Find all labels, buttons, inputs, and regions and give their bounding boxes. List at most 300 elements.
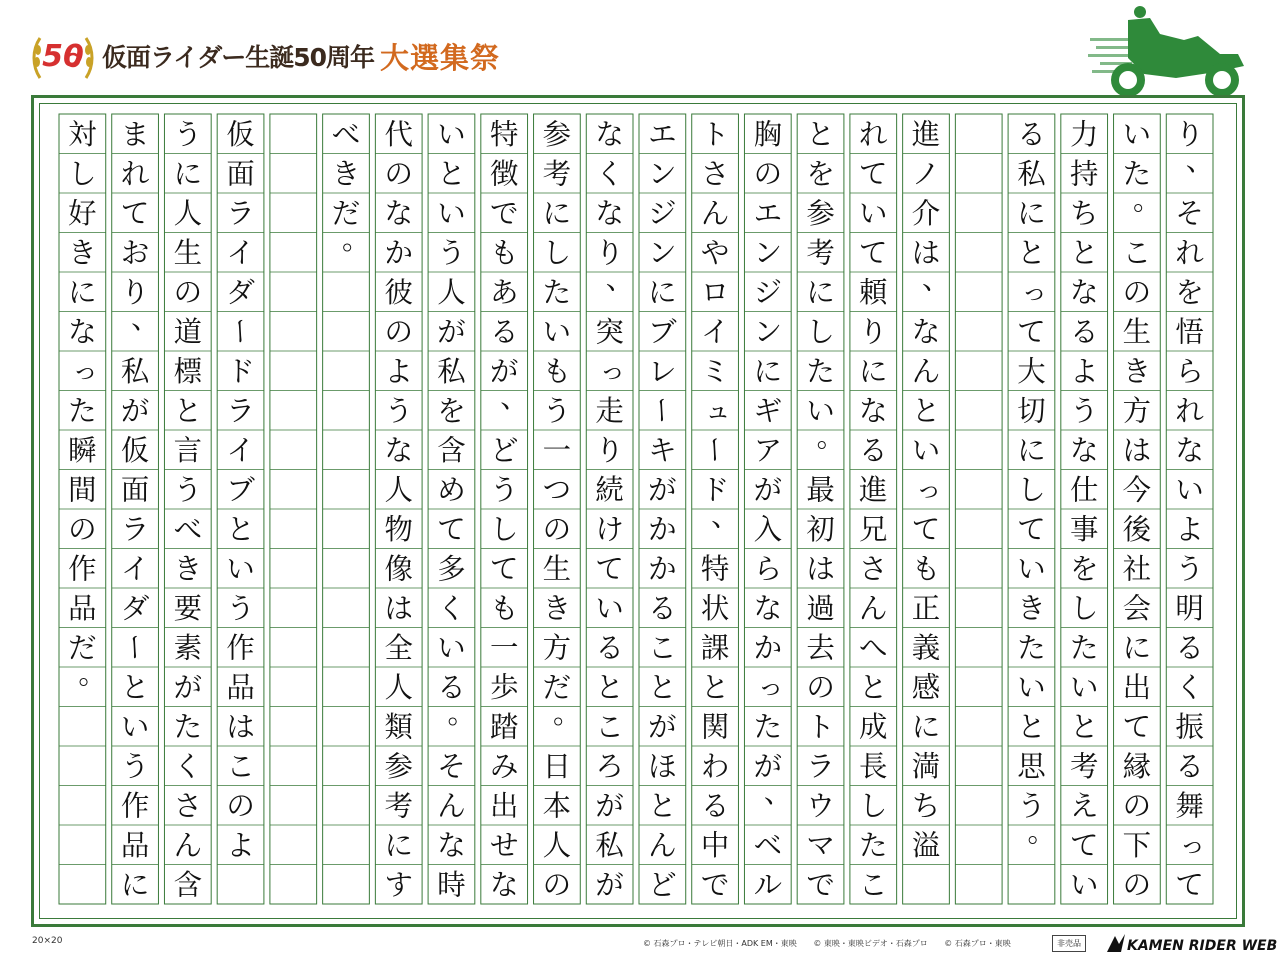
manuscript-char: し	[859, 789, 888, 823]
manuscript-char: に	[1017, 433, 1046, 467]
manuscript-char: と	[1017, 236, 1046, 270]
manuscript-char: に	[542, 196, 572, 230]
manuscript-char: 頼	[859, 275, 888, 309]
manuscript-char: こ	[595, 710, 624, 744]
manuscript-char: へ	[859, 631, 888, 665]
manuscript-char: 続	[595, 473, 624, 507]
manuscript-char: が	[648, 710, 677, 744]
manuscript-char: で	[700, 868, 730, 902]
manuscript-char: い	[1175, 473, 1204, 507]
manuscript-char: 長	[859, 749, 888, 783]
manuscript-char: ど	[489, 433, 519, 467]
manuscript-char: ん	[911, 354, 941, 388]
manuscript-char: き	[331, 157, 361, 191]
manuscript-char: り	[1175, 117, 1204, 151]
manuscript-char: っ	[72, 356, 98, 387]
manuscript-char: な	[911, 315, 941, 349]
manuscript-char: 思	[1017, 749, 1046, 783]
manuscript-char: た	[1069, 631, 1099, 665]
manuscript-char: 入	[753, 512, 783, 546]
manuscript-char: エ	[648, 117, 677, 151]
manuscript-char: で	[489, 196, 519, 230]
manuscript-char: 含	[437, 433, 466, 467]
manuscript-char: て	[1122, 710, 1152, 744]
manuscript-char: よ	[384, 354, 413, 388]
manuscript-char: に	[648, 275, 677, 309]
manuscript-char: ま	[120, 117, 150, 151]
manuscript-char: 過	[806, 591, 835, 625]
manuscript-char: も	[489, 236, 519, 270]
manuscript-char: て	[595, 552, 624, 586]
manuscript-char: 、	[131, 302, 160, 336]
manuscript-char: は	[911, 236, 941, 270]
manuscript-char: 、	[1185, 144, 1215, 178]
manuscript-char: 全	[384, 631, 413, 665]
manuscript-char: 作	[68, 552, 97, 586]
manuscript-char: 切	[1017, 394, 1046, 428]
manuscript-char: 成	[859, 710, 888, 744]
manuscript-char: し	[1069, 591, 1099, 625]
manuscript-char: う	[542, 394, 572, 428]
manuscript-char: 人	[542, 828, 572, 862]
manuscript-char: 対	[68, 117, 97, 151]
manuscript-char: に	[806, 275, 835, 309]
manuscript-char: な	[1069, 275, 1099, 309]
manuscript-column	[270, 114, 317, 904]
manuscript-char: ち	[911, 789, 941, 823]
manuscript-char: ち	[1069, 196, 1099, 230]
manuscript-char: こ	[1122, 236, 1152, 270]
manuscript-char: と	[1017, 710, 1046, 744]
manuscript-column	[112, 114, 160, 904]
manuscript-char: っ	[1179, 830, 1206, 861]
manuscript-char: る	[595, 631, 624, 665]
manuscript-char: な	[384, 196, 413, 230]
credit-2: © 東映・東映ビデオ・石森プロ	[813, 939, 928, 948]
manuscript-char: 人	[173, 196, 203, 230]
manuscript-char: 仮	[226, 117, 255, 151]
manuscript-char: 面	[120, 473, 150, 507]
manuscript-char: っ	[757, 672, 784, 703]
kamen-rider-web-logo-icon	[1105, 930, 1278, 956]
manuscript-char: ト	[806, 710, 835, 744]
manuscript-column	[428, 114, 476, 904]
manuscript-char: る	[1069, 315, 1099, 349]
manuscript-char: と	[806, 117, 835, 151]
badge-number: 50	[42, 39, 84, 74]
manuscript-char: い	[437, 117, 466, 151]
manuscript-char: よ	[1175, 512, 1204, 546]
manuscript-char: に	[384, 828, 413, 862]
manuscript-char: 。	[78, 657, 107, 691]
manuscript-char: 明	[1175, 591, 1204, 625]
manuscript-char: の	[542, 512, 572, 546]
manuscript-char: ロ	[700, 275, 730, 309]
manuscript-char: 感	[911, 670, 941, 704]
manuscript-char: ブ	[648, 315, 677, 349]
manuscript-char: か	[753, 631, 783, 665]
manuscript-char: く	[1175, 670, 1204, 704]
manuscript-column	[323, 114, 371, 904]
manuscript-char: 品	[120, 828, 150, 862]
manuscript-char: 品	[226, 670, 255, 704]
manuscript-char: き	[68, 236, 97, 270]
manuscript-char: が	[595, 868, 624, 902]
manuscript-char: 方	[542, 631, 572, 665]
manuscript-char: 私	[120, 354, 150, 388]
motorcycle-rider-icon	[1088, 6, 1258, 100]
manuscript-char: ん	[437, 789, 466, 823]
manuscript-char: な	[1069, 433, 1099, 467]
manuscript-char: に	[911, 710, 941, 744]
anniversary-50-logo-icon	[30, 22, 96, 88]
manuscript-char: な	[68, 315, 97, 349]
manuscript-char: イ	[120, 552, 150, 586]
manuscript-char: し	[542, 236, 572, 270]
manuscript-char: っ	[599, 356, 626, 387]
manuscript-char: い	[1069, 868, 1099, 902]
manuscript-char: て	[1069, 828, 1099, 862]
manuscript-char: 初	[806, 512, 835, 546]
manuscript-char: 生	[542, 552, 572, 586]
manuscript-char: も	[911, 552, 941, 586]
manuscript-char: り	[595, 433, 624, 467]
manuscript-char: が	[120, 394, 150, 428]
manuscript-char: な	[384, 433, 413, 467]
manuscript-char: わ	[700, 749, 730, 783]
manuscript-char: ん	[700, 196, 730, 230]
manuscript-char: ど	[648, 868, 677, 902]
manuscript-char: と	[859, 670, 888, 704]
manuscript-char: を	[1069, 552, 1099, 586]
manuscript-char: ダ	[120, 591, 150, 625]
manuscript-char: は	[1122, 433, 1152, 467]
manuscript-char: る	[1017, 117, 1046, 151]
manuscript-char: 日	[542, 749, 572, 783]
manuscript-char: だ	[68, 631, 97, 665]
manuscript-char: た	[753, 710, 783, 744]
manuscript-column	[797, 114, 845, 904]
manuscript-char: 胸	[753, 117, 783, 151]
copyright-credits	[643, 938, 1025, 949]
manuscript-char: め	[437, 473, 466, 507]
manuscript-char: 歩	[489, 670, 519, 704]
manuscript-char: 考	[384, 789, 413, 823]
manuscript-char: 、	[605, 262, 635, 296]
manuscript-char: ミ	[700, 354, 730, 388]
manuscript-char: 会	[1122, 591, 1152, 625]
manuscript-char: 課	[700, 631, 730, 665]
manuscript-char: る	[648, 591, 677, 625]
manuscript-char: な	[1175, 433, 1204, 467]
manuscript-column	[1166, 114, 1214, 904]
manuscript-char: に	[1122, 631, 1152, 665]
manuscript-char: が	[595, 789, 624, 823]
manuscript-char: 、	[711, 499, 740, 533]
manuscript-char: て	[1175, 868, 1204, 902]
manuscript-char: と	[226, 512, 255, 546]
manuscript-char: に	[173, 157, 203, 191]
manuscript-char: ド	[226, 354, 255, 388]
manuscript-char: け	[595, 512, 624, 546]
manuscript-char: 好	[68, 196, 97, 230]
manuscript-char: 満	[911, 749, 941, 783]
manuscript-column	[481, 114, 529, 904]
manuscript-char: 素	[173, 631, 203, 665]
manuscript-char: 大	[1017, 354, 1046, 388]
manuscript-char: る	[489, 315, 519, 349]
manuscript-char: ン	[753, 236, 783, 270]
manuscript-char: 溢	[911, 828, 941, 862]
manuscript-char: 仮	[120, 433, 150, 467]
site-logo-text: KAMEN RIDER WEB	[1127, 938, 1278, 954]
manuscript-char: れ	[859, 117, 888, 151]
manuscript-char: て	[489, 552, 519, 586]
manuscript-char: 進	[859, 473, 888, 507]
manuscript-char: ラ	[226, 196, 255, 230]
manuscript-char: 去	[806, 631, 835, 665]
page-title-accent: 大選集祭	[380, 41, 501, 75]
manuscript-char: い	[437, 196, 466, 230]
manuscript-char: ア	[753, 433, 783, 467]
manuscript-char: 悟	[1175, 315, 1204, 349]
manuscript-char: よ	[1069, 354, 1099, 388]
manuscript-char: れ	[1175, 236, 1204, 270]
manuscript-char: 面	[226, 157, 255, 191]
manuscript-char: ベ	[753, 828, 783, 862]
manuscript-char: す	[384, 868, 413, 902]
manuscript-char: ら	[1175, 354, 1204, 388]
manuscript-char: と	[1069, 236, 1099, 270]
manuscript-char: 物	[384, 512, 413, 546]
manuscript-char: が	[437, 315, 466, 349]
manuscript-column	[903, 114, 951, 904]
manuscript-char: る	[1175, 631, 1204, 665]
manuscript-char: な	[437, 828, 466, 862]
credit-1: © 石森プロ・テレビ朝日・ADK EM・東映	[643, 939, 797, 948]
manuscript-char: し	[489, 512, 519, 546]
manuscript-char: 考	[806, 236, 835, 270]
manuscript-char: 下	[1122, 828, 1152, 862]
manuscript-char: と	[911, 394, 941, 428]
manuscript-char: イ	[226, 433, 255, 467]
manuscript-char: 仕	[1069, 473, 1099, 507]
manuscript-char: ダ	[226, 275, 255, 309]
manuscript-char: に	[1017, 196, 1046, 230]
manuscript-char: も	[542, 354, 572, 388]
manuscript-char: 走	[595, 394, 624, 428]
manuscript-char: 最	[806, 473, 835, 507]
manuscript-char: ら	[753, 552, 783, 586]
manuscript-char: て	[1017, 315, 1046, 349]
manuscript-char: べ	[331, 117, 361, 151]
manuscript-char: し	[68, 157, 97, 191]
manuscript-char: ラ	[806, 749, 835, 783]
page-header	[0, 0, 1280, 92]
manuscript-char: 参	[384, 749, 413, 783]
manuscript-char: こ	[859, 868, 888, 902]
manuscript-char: て	[120, 196, 150, 230]
manuscript-char: さ	[700, 157, 730, 191]
manuscript-char: と	[120, 670, 150, 704]
manuscript-char: え	[1069, 789, 1099, 823]
manuscript-char: 方	[1122, 394, 1152, 428]
manuscript-char: の	[384, 157, 413, 191]
manuscript-char: 人	[384, 670, 413, 704]
manuscript-char: そ	[1175, 196, 1204, 230]
manuscript-char: 多	[437, 552, 466, 586]
manuscript-char: た	[806, 354, 835, 388]
manuscript-char: ー	[645, 396, 679, 425]
manuscript-char: 道	[173, 315, 203, 349]
manuscript-char: の	[1122, 789, 1152, 823]
manuscript-char: 一	[542, 433, 572, 467]
manuscript-char: う	[173, 117, 203, 151]
manuscript-char: ウ	[806, 789, 835, 823]
manuscript-char: 本	[542, 789, 572, 823]
manuscript-char: た	[542, 275, 572, 309]
manuscript-char: た	[1017, 631, 1046, 665]
manuscript-char: た	[68, 394, 97, 428]
manuscript-column	[59, 114, 107, 904]
manuscript-column	[164, 114, 211, 904]
manuscript-char: 力	[1069, 117, 1099, 151]
manuscript-char: き	[1122, 354, 1152, 388]
manuscript-char: よ	[226, 828, 255, 862]
manuscript-char: う	[1175, 552, 1204, 586]
manuscript-char: に	[68, 275, 97, 309]
manuscript-char: と	[648, 670, 677, 704]
manuscript-char: 状	[700, 591, 730, 625]
manuscript-char: し	[806, 315, 835, 349]
manuscript-char: な	[489, 868, 519, 902]
manuscript-char: り	[595, 236, 624, 270]
manuscript-char: 社	[1122, 552, 1152, 586]
manuscript-column	[850, 114, 897, 904]
manuscript-char: ギ	[753, 394, 783, 428]
manuscript-char: 義	[911, 631, 941, 665]
manuscript-column	[692, 114, 740, 904]
manuscript-char: ジ	[648, 196, 677, 230]
manuscript-char: 出	[489, 789, 519, 823]
manuscript-char: に	[859, 354, 888, 388]
manuscript-char: と	[1069, 710, 1099, 744]
manuscript-char: の	[1122, 275, 1152, 309]
manuscript-char: う	[437, 236, 466, 270]
manuscript-frame	[31, 95, 1245, 927]
manuscript-char: 類	[384, 710, 413, 744]
manuscript-column	[639, 114, 686, 904]
manuscript-char: ほ	[648, 749, 677, 783]
manuscript-char: お	[120, 236, 150, 270]
manuscript-char: を	[437, 394, 466, 428]
manuscript-char: る	[1175, 749, 1204, 783]
manuscript-char: 時	[437, 868, 466, 902]
manuscript-char: し	[1017, 473, 1046, 507]
manuscript-char: を	[1175, 275, 1204, 309]
manuscript-char: レ	[648, 354, 677, 388]
manuscript-char: な	[753, 591, 783, 625]
manuscript-char: が	[753, 749, 783, 783]
manuscript-char: 、	[922, 262, 951, 296]
manuscript-char: の	[1122, 868, 1152, 902]
manuscript-char: 人	[384, 473, 413, 507]
manuscript-char: て	[911, 512, 941, 546]
manuscript-char: ン	[648, 157, 677, 191]
manuscript-char: い	[226, 552, 255, 586]
manuscript-char: 参	[542, 117, 572, 151]
manuscript-char: た	[859, 828, 888, 862]
manuscript-char: と	[595, 670, 624, 704]
manuscript-char: 。	[552, 697, 582, 731]
manuscript-char: く	[173, 749, 203, 783]
manuscript-grid	[40, 104, 1232, 914]
manuscript-char: ド	[700, 473, 730, 507]
manuscript-char: っ	[916, 474, 942, 505]
page-title: 仮面ライダー生誕50周年	[102, 43, 375, 72]
manuscript-char: 縁	[1122, 749, 1152, 783]
manuscript-char: そ	[437, 749, 466, 783]
manuscript-char: く	[437, 591, 466, 625]
manuscript-char: 後	[1122, 512, 1152, 546]
manuscript-char: の	[384, 315, 413, 349]
manuscript-column	[1114, 114, 1162, 904]
manuscript-char: さ	[859, 552, 888, 586]
manuscript-char: 私	[595, 828, 624, 862]
manuscript-char: イ	[226, 236, 255, 270]
manuscript-char: て	[1017, 512, 1046, 546]
manuscript-char: の	[542, 868, 572, 902]
manuscript-char: 彼	[384, 275, 413, 309]
manuscript-char: に	[120, 868, 150, 902]
manuscript-char: に	[753, 354, 783, 388]
manuscript-char: る	[700, 789, 730, 823]
manuscript-char: ュ	[705, 395, 731, 426]
manuscript-char: 標	[173, 354, 203, 388]
manuscript-char: み	[489, 749, 519, 783]
manuscript-char: 。	[1027, 815, 1056, 849]
manuscript-char: 正	[911, 591, 941, 625]
manuscript-char: 特	[489, 117, 519, 151]
manuscript-char: う	[489, 473, 519, 507]
manuscript-char: も	[489, 591, 519, 625]
manuscript-char: 、	[763, 776, 793, 810]
manuscript-char: う	[173, 473, 203, 507]
manuscript-char: 人	[437, 275, 466, 309]
manuscript-column	[217, 114, 264, 904]
manuscript-char: 徴	[489, 157, 519, 191]
manuscript-char: い	[542, 315, 572, 349]
manuscript-char: だ	[542, 670, 572, 704]
manuscript-char: せ	[489, 828, 519, 862]
manuscript-char: た	[1122, 157, 1152, 191]
manuscript-char: っ	[1021, 277, 1048, 308]
manuscript-char: れ	[120, 157, 150, 191]
manuscript-column	[1061, 114, 1108, 904]
manuscript-char: き	[542, 591, 572, 625]
manuscript-char: い	[120, 710, 150, 744]
manuscript-char: キ	[648, 433, 677, 467]
manuscript-char: れ	[1175, 394, 1204, 428]
manuscript-char: 進	[911, 117, 941, 151]
manuscript-char: 持	[1069, 157, 1099, 191]
manuscript-char: て	[437, 512, 466, 546]
manuscript-char: く	[595, 157, 624, 191]
manuscript-char: り	[120, 275, 150, 309]
manuscript-column	[955, 114, 1002, 904]
grid-size-label: 20×20	[32, 936, 63, 946]
manuscript-char: る	[437, 670, 466, 704]
